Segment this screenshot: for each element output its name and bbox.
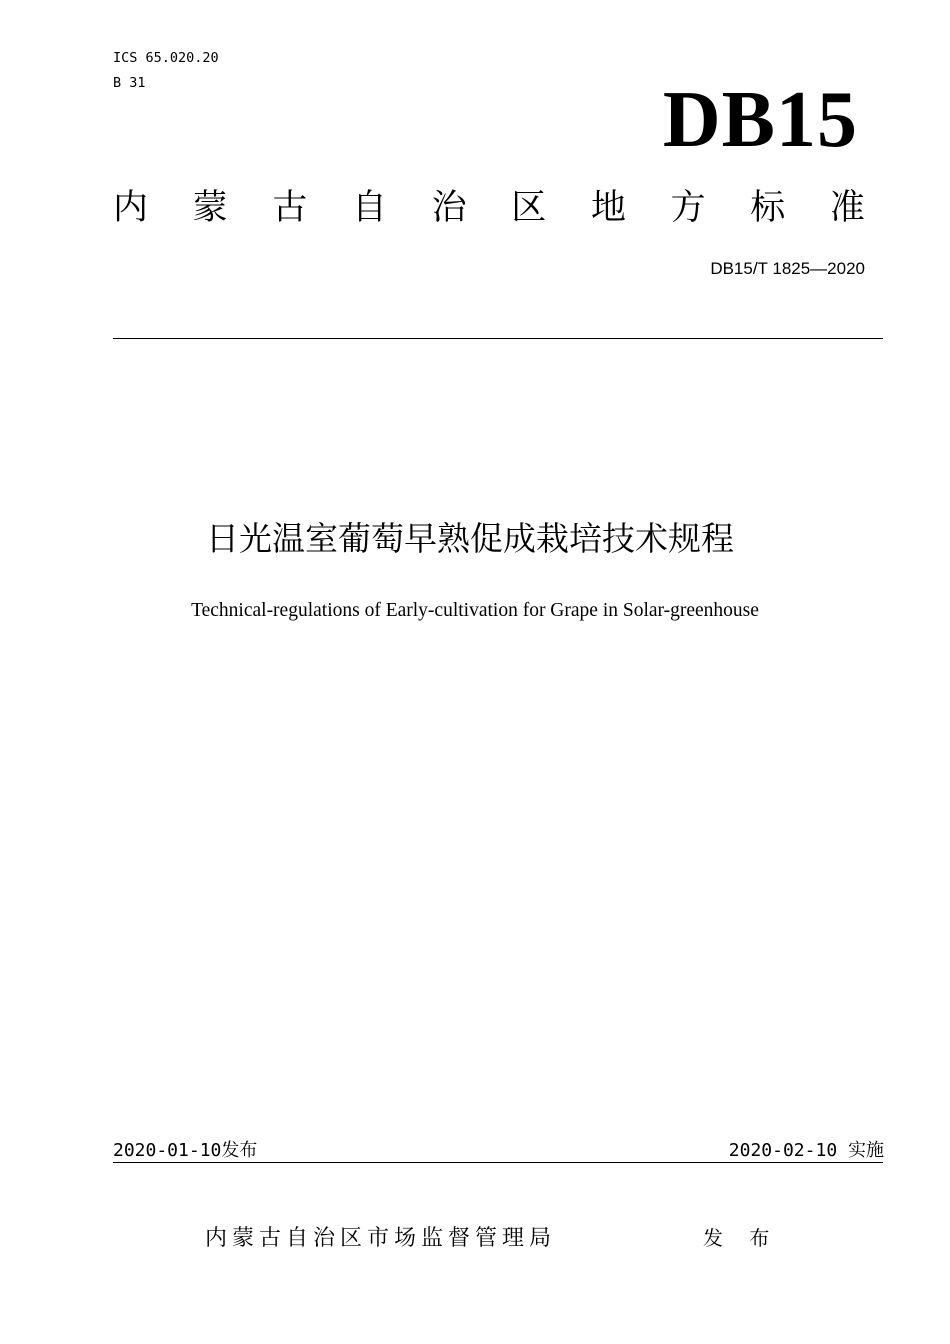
standard-type-char: 治 (431, 188, 467, 228)
issue-date: 2020-01-10 (113, 1140, 222, 1161)
implementation-date-line (729, 1138, 884, 1164)
publish-word: 发 布 (703, 1226, 780, 1250)
standard-type-char: 区 (511, 188, 547, 228)
issue-date-line (113, 1138, 257, 1164)
publisher: 内蒙古自治区市场监督管理局 (205, 1226, 557, 1251)
standard-type-char: 地 (590, 188, 626, 228)
standard-number: DB15/T 1825—2020 (710, 259, 865, 278)
standard-type-char: 准 (829, 188, 865, 228)
standard-type-char: 古 (272, 188, 308, 228)
implementation-label: 实施 (848, 1140, 884, 1161)
standard-type-heading (113, 186, 865, 230)
ics-code: ICS 65.020.20 (113, 50, 219, 66)
standard-type-char: 蒙 (192, 188, 228, 228)
standard-type-char: 自 (351, 188, 387, 228)
classification-codes (113, 48, 219, 98)
implementation-date: 2020-02-10 (728, 1140, 838, 1161)
title-chinese: 日光温室葡萄早熟促成栽培技术规程 (206, 519, 734, 558)
footer-divider (113, 1162, 883, 1163)
ccs-code: B 31 (113, 75, 146, 91)
header-divider (113, 338, 883, 339)
issue-label: 发布 (221, 1140, 258, 1161)
title-english: Technical-regulations of Early-cultivation for Grape in Solar-greenhouse (191, 600, 759, 621)
standard-type-char: 内 (113, 188, 149, 228)
standard-type-char: 方 (670, 188, 706, 228)
db-logo: DB15 (662, 76, 858, 164)
standard-type-char: 标 (750, 188, 786, 228)
